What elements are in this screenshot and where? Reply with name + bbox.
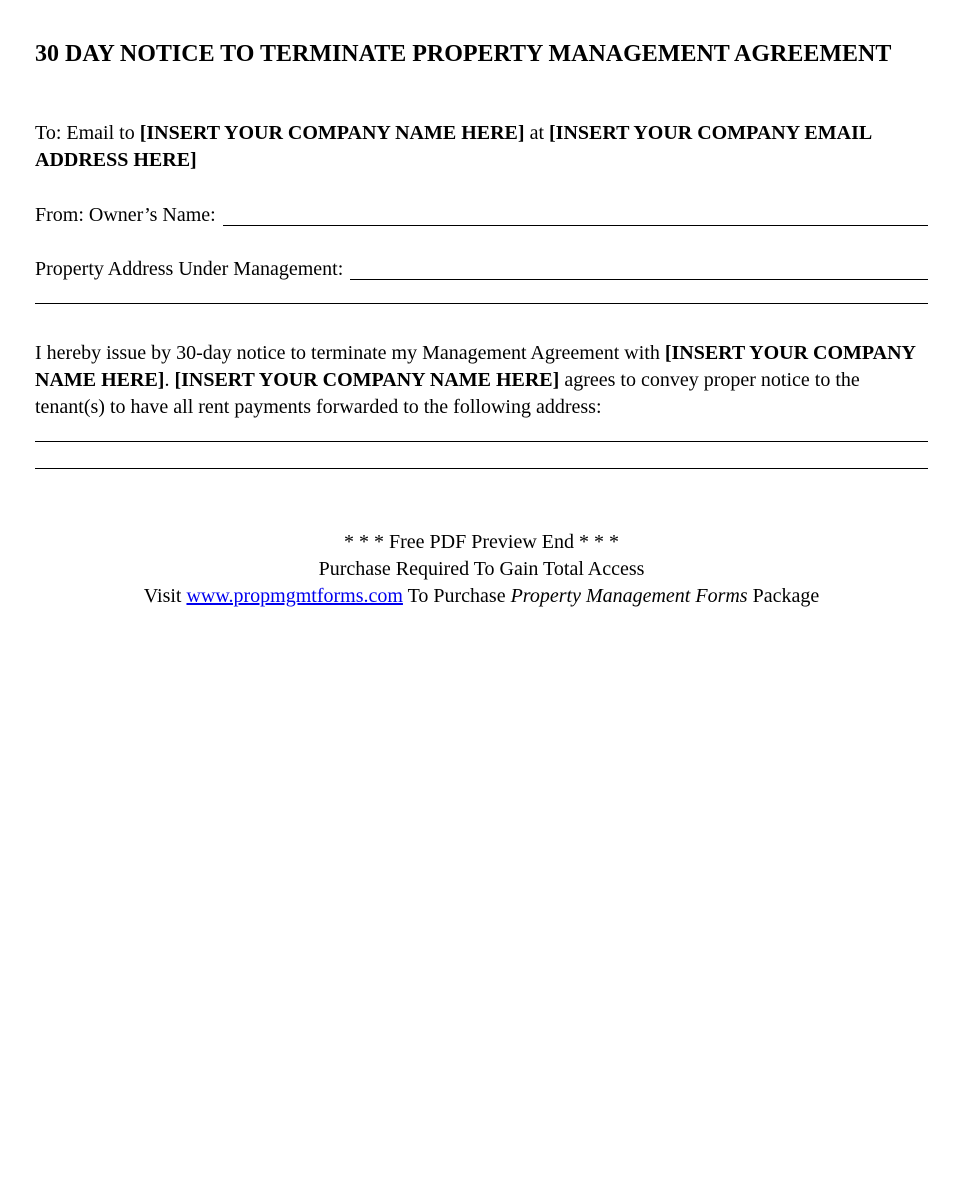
to-prefix-text: To: Email to xyxy=(35,122,140,144)
property-address-label: Property Address Under Management: xyxy=(35,258,344,280)
owner-name-blank-line xyxy=(223,202,928,226)
property-address-blank-line xyxy=(350,256,928,280)
property-address-field-row xyxy=(35,256,928,283)
company-name-placeholder: [INSERT YOUR COMPANY NAME HERE] xyxy=(35,342,916,391)
notice-text-2: . xyxy=(164,369,175,391)
to-paragraph xyxy=(35,120,928,174)
company-name-placeholder: [INSERT YOUR COMPANY NAME HERE] xyxy=(174,369,560,391)
visit-suffix-text: Package xyxy=(747,585,820,607)
visit-line xyxy=(35,583,928,610)
company-name-placeholder: [INSERT YOUR COMPANY NAME HERE] xyxy=(139,122,525,144)
to-connector-text: at xyxy=(524,122,549,144)
property-address-continuation-line xyxy=(35,303,928,304)
notice-text-3: agrees to convey proper notice to the tenant(s) to have all rent payments forwarded to the following address: xyxy=(35,369,860,418)
purchase-required-text: Purchase Required To Gain Total Access xyxy=(318,558,645,580)
from-owner-label: From: Owner’s Name: xyxy=(35,204,216,226)
propmgmtforms-link[interactable]: www.propmgmtforms.com xyxy=(186,585,403,607)
notice-body-paragraph xyxy=(35,340,928,421)
notice-text-1: I hereby issue by 30-day notice to terminate my Management Agreement with xyxy=(35,342,665,364)
visit-middle-text: To Purchase xyxy=(402,585,511,607)
preview-end-text: * * * Free PDF Preview End * * * xyxy=(344,531,619,553)
package-name-text: Property Management Forms xyxy=(510,585,748,607)
from-owner-field-row xyxy=(35,202,928,229)
forwarding-address-blank-line-1 xyxy=(35,441,928,442)
document-title: 30 DAY NOTICE TO TERMINATE PROPERTY MANAGEMENT AGREEMENT xyxy=(35,41,892,67)
forwarding-address-blank-line-2 xyxy=(35,468,928,469)
visit-prefix-text: Visit xyxy=(143,585,187,607)
preview-footer xyxy=(35,529,928,610)
company-email-placeholder: [INSERT YOUR COMPANY EMAIL ADDRESS HERE] xyxy=(35,122,872,171)
